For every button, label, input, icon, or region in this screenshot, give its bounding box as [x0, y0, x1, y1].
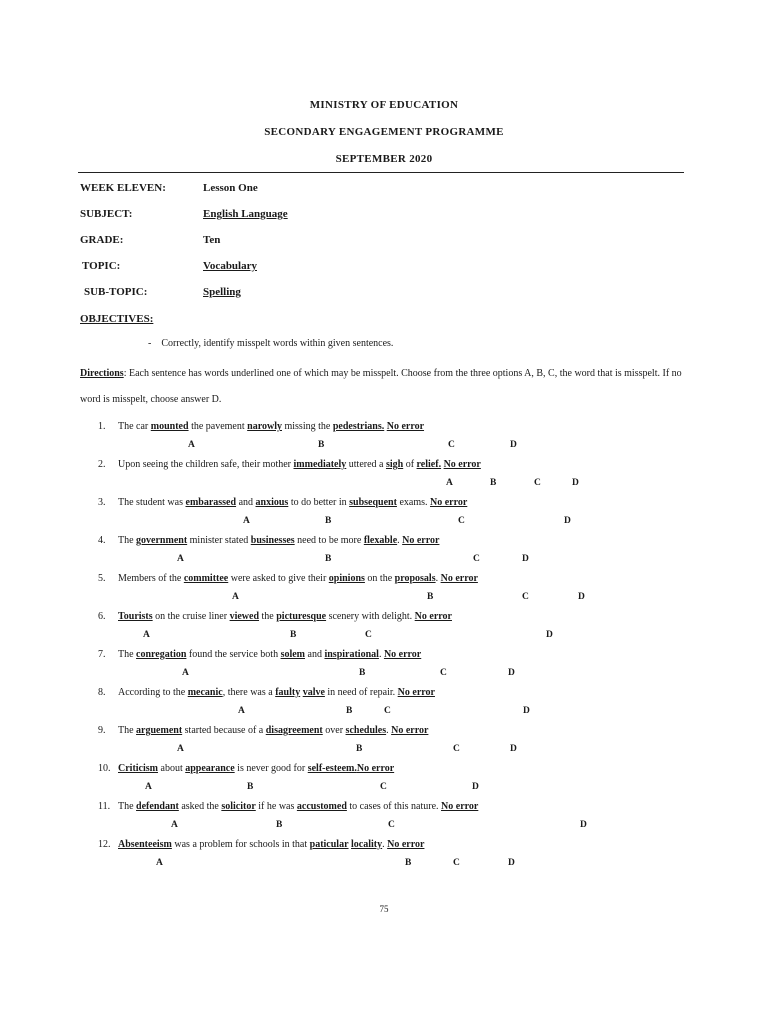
answer-letter: B — [318, 440, 325, 450]
grade-value: Ten — [203, 234, 221, 246]
sentence-text: about — [158, 763, 186, 774]
answer-letter: D — [510, 744, 517, 754]
underlined-word: valve — [302, 687, 325, 698]
answer-letter: C — [365, 630, 372, 640]
underlined-word: accustomed — [296, 801, 347, 812]
week-label: WEEK ELEVEN: — [80, 182, 166, 194]
sentence-text: over — [322, 725, 346, 736]
sentence-text: , there was a — [222, 687, 276, 698]
answer-letter: A — [171, 820, 178, 830]
question-item — [98, 687, 435, 698]
underlined-word: opinions — [328, 573, 365, 584]
question-item — [98, 763, 394, 774]
grade-label: GRADE: — [80, 234, 124, 246]
underlined-word: solicitor — [221, 801, 256, 812]
underlined-word: No error — [441, 801, 479, 812]
sentence-text: on the — [364, 573, 395, 584]
sentence-text: uttered a — [346, 459, 386, 470]
objective-item — [148, 338, 393, 349]
question-number: 6. — [98, 611, 106, 622]
underlined-word: proposals — [394, 573, 436, 584]
sentence-text: The student was — [118, 497, 186, 508]
sentence-text: is never good for — [234, 763, 308, 774]
answer-letter: D — [580, 820, 587, 830]
answer-letter: B — [427, 592, 434, 602]
answer-letter: D — [508, 858, 515, 868]
underlined-word: anxious — [255, 497, 289, 508]
underlined-word: pedestrians. — [332, 421, 385, 432]
underlined-word: Absenteeism — [118, 839, 172, 850]
question-item — [98, 573, 478, 584]
answer-letter: A — [177, 554, 184, 564]
week-value: Lesson One — [203, 182, 258, 194]
question-item — [98, 421, 424, 432]
answer-letter: B — [490, 478, 497, 488]
underlined-word: No error — [440, 573, 478, 584]
underlined-word: inspirational — [324, 649, 379, 660]
question-number: 4. — [98, 535, 106, 546]
answer-letter: D — [572, 478, 579, 488]
underlined-word: subsequent — [349, 497, 397, 508]
sentence-text: found the service both — [186, 649, 281, 660]
underlined-word: paticular — [309, 839, 349, 850]
underlined-word: Criticism — [118, 763, 158, 774]
answer-letter: C — [453, 744, 460, 754]
answer-letter: C — [458, 516, 465, 526]
sentence-text: . — [435, 573, 441, 584]
answer-letter: C — [534, 478, 541, 488]
answer-letter: B — [405, 858, 412, 868]
sentence-text: asked the — [178, 801, 222, 812]
answer-letter: D — [508, 668, 515, 678]
page-number: 75 — [379, 904, 389, 914]
underlined-word: sigh — [385, 459, 404, 470]
underlined-word: conregation — [136, 649, 187, 660]
answer-letter: A — [232, 592, 239, 602]
underlined-word: businesses — [250, 535, 295, 546]
underlined-word: viewed — [229, 611, 260, 622]
question-item — [98, 535, 439, 546]
sentence-text: . — [397, 535, 403, 546]
question-item — [98, 649, 421, 660]
answer-letter: B — [325, 516, 332, 526]
question-number: 5. — [98, 573, 106, 584]
answer-letter: B — [276, 820, 283, 830]
underlined-word: No error — [387, 839, 425, 850]
sentence-text: was a problem for schools in that — [171, 839, 310, 850]
sentence-text: need to be more — [294, 535, 364, 546]
objective-dash: - — [148, 338, 152, 349]
header-programme: SECONDARY ENGAGEMENT PROGRAMME — [264, 126, 504, 138]
answer-letter: B — [290, 630, 297, 640]
underlined-word: disagreement — [265, 725, 323, 736]
answer-letter: C — [384, 706, 391, 716]
underlined-word: defendant — [136, 801, 179, 812]
sentence-text: started because of a — [182, 725, 266, 736]
underlined-word: mecanic — [187, 687, 223, 698]
answer-letter: A — [188, 440, 195, 450]
sentence-text: missing the — [281, 421, 333, 432]
underlined-word: government — [136, 535, 188, 546]
header-ministry: MINISTRY OF EDUCATION — [309, 99, 459, 111]
underlined-word: locality — [351, 839, 383, 850]
question-item — [98, 611, 452, 622]
underlined-word: schedules — [345, 725, 387, 736]
answer-letter: D — [472, 782, 479, 792]
underlined-word: arguement — [136, 725, 183, 736]
question-number: 12. — [98, 839, 111, 850]
sentence-text: scenery with delight. — [326, 611, 415, 622]
sentence-text: and — [236, 497, 256, 508]
answer-letter: B — [346, 706, 353, 716]
question-item — [98, 839, 424, 850]
question-item — [98, 801, 478, 812]
sentence-text: . — [378, 649, 384, 660]
question-item — [98, 497, 467, 508]
underlined-word: flexable — [363, 535, 398, 546]
objectives-heading: OBJECTIVES: — [80, 313, 154, 325]
sentence-text: and — [305, 649, 325, 660]
answer-letter: A — [156, 858, 163, 868]
answer-letter: D — [564, 516, 571, 526]
sentence-text: to cases of this nature. — [346, 801, 442, 812]
answer-letter: C — [522, 592, 529, 602]
question-number: 11. — [98, 801, 111, 812]
header-rule — [78, 172, 684, 173]
question-number: 1. — [98, 421, 106, 432]
subject-label: SUBJECT: — [80, 208, 133, 220]
question-number: 9. — [98, 725, 106, 736]
answer-letter: C — [473, 554, 480, 564]
answer-letter: D — [522, 554, 529, 564]
underlined-word: committee — [183, 573, 229, 584]
topic-value: Vocabulary — [203, 260, 257, 272]
underlined-word: No error — [386, 421, 425, 432]
sentence-text: exams. — [396, 497, 430, 508]
sentence-text: to do better in — [288, 497, 350, 508]
underlined-word: No error — [402, 535, 440, 546]
topic-label: TOPIC: — [82, 260, 121, 272]
sentence-text: The — [118, 725, 137, 736]
sentence-text: if he was — [255, 801, 297, 812]
underlined-word: solem — [280, 649, 306, 660]
directions-paragraph — [80, 361, 690, 413]
underlined-word: picturesque — [276, 611, 327, 622]
question-number: 7. — [98, 649, 106, 660]
underlined-word: No error — [430, 497, 468, 508]
underlined-word: No error — [397, 687, 435, 698]
sentence-text: in need of repair. — [324, 687, 398, 698]
answer-letter: A — [145, 782, 152, 792]
sentence-text: The — [118, 801, 137, 812]
answer-letter: D — [578, 592, 585, 602]
answer-letter: B — [325, 554, 332, 564]
underlined-word: appearance — [185, 763, 235, 774]
answer-letter: D — [510, 440, 517, 450]
underlined-word: immediately — [293, 459, 347, 470]
underlined-word: faulty — [275, 687, 301, 698]
underlined-word: self-esteem. — [307, 763, 357, 774]
question-number: 10. — [98, 763, 111, 774]
question-number: 3. — [98, 497, 106, 508]
answer-letter: D — [523, 706, 530, 716]
sentence-text: the pavement — [188, 421, 248, 432]
subtopic-label: SUB-TOPIC: — [84, 286, 148, 298]
underlined-word: embarassed — [185, 497, 237, 508]
sentence-text: of — [403, 459, 417, 470]
sentence-text: . — [382, 839, 388, 850]
sentence-text: The car — [118, 421, 151, 432]
answer-letter: A — [182, 668, 189, 678]
underlined-word: No error — [443, 459, 481, 470]
header-date: SEPTEMBER 2020 — [335, 153, 433, 165]
answer-letter: C — [448, 440, 455, 450]
answer-letter: A — [243, 516, 250, 526]
underlined-word: Tourists — [118, 611, 153, 622]
sentence-text: on the cruise liner — [152, 611, 230, 622]
question-number: 8. — [98, 687, 106, 698]
underlined-word: No error — [414, 611, 452, 622]
answer-letter: A — [446, 478, 453, 488]
answer-letter: B — [359, 668, 366, 678]
underlined-word: mounted — [150, 421, 189, 432]
sentence-text: According to the — [118, 687, 188, 698]
underlined-word: No error — [391, 725, 429, 736]
sentence-text: . — [386, 725, 392, 736]
answer-letter: A — [177, 744, 184, 754]
objective-text: Correctly, identify misspelt words within given sentences. — [161, 338, 394, 349]
sentence-text: The — [118, 649, 137, 660]
answer-letter: B — [247, 782, 254, 792]
subject-value: English Language — [203, 208, 288, 220]
answer-letter: D — [546, 630, 553, 640]
sentence-text: Members of the — [118, 573, 184, 584]
sentence-text: the — [259, 611, 277, 622]
underlined-word: No error — [383, 649, 422, 660]
question-item — [98, 725, 428, 736]
answer-letter: C — [440, 668, 447, 678]
question-item — [98, 459, 481, 470]
answer-letter: C — [380, 782, 387, 792]
underlined-word: No error — [356, 763, 395, 774]
subtopic-value: Spelling — [203, 286, 241, 298]
question-number: 2. — [98, 459, 106, 470]
answer-letter: C — [388, 820, 395, 830]
sentence-text: minister stated — [187, 535, 251, 546]
underlined-word: narowly — [247, 421, 282, 432]
underlined-word: relief. — [416, 459, 442, 470]
directions-text: : Each sentence has words underlined one of which may be misspelt. Choose from the three options A, B, C, the word that is misspelt. If no word is misspelt, choose answer D. — [80, 368, 682, 405]
answer-letter: A — [238, 706, 245, 716]
answer-letter: A — [143, 630, 150, 640]
sentence-text: Upon seeing the children safe, their mother — [118, 459, 294, 470]
sentence-text: The — [118, 535, 137, 546]
directions-label: Directions — [80, 368, 124, 379]
sentence-text: were asked to give their — [228, 573, 329, 584]
answer-letter: B — [356, 744, 363, 754]
answer-letter: C — [453, 858, 460, 868]
